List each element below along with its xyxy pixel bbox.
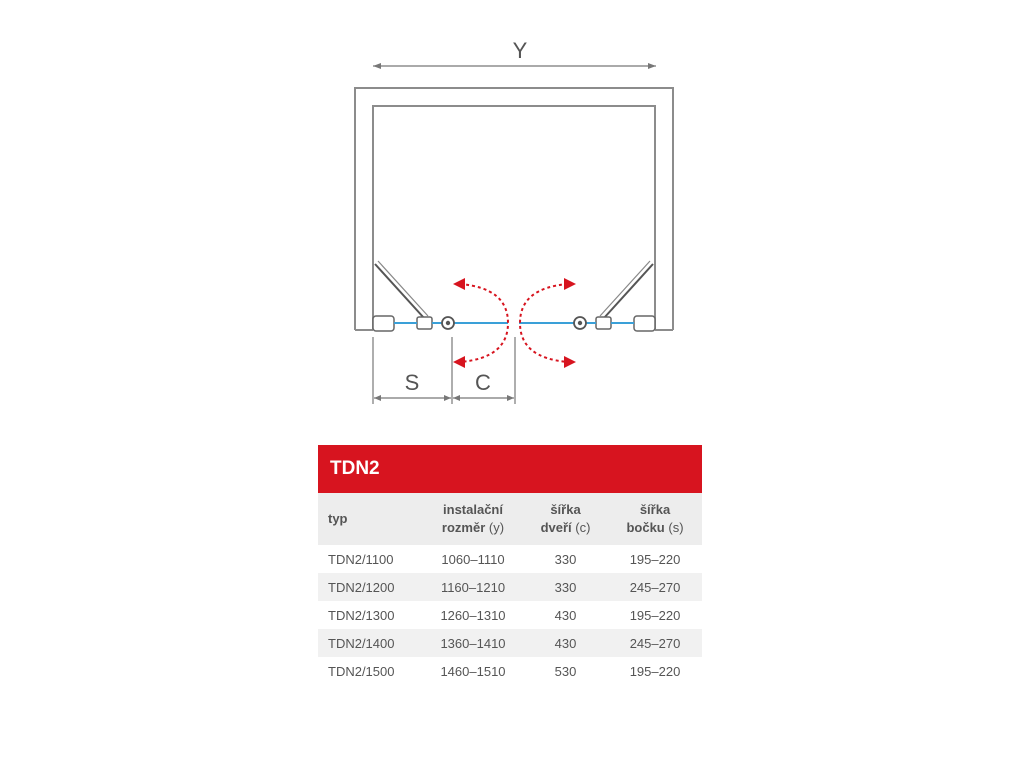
table-header-row (318, 493, 702, 545)
cell-side: 195–220 (629, 551, 681, 567)
header-side-line1: šířka (639, 502, 671, 517)
hinge-right (574, 317, 586, 329)
door-label: C (475, 370, 491, 395)
right-side-panel (596, 261, 655, 331)
cell-install: 1060–1110 (441, 551, 505, 567)
spec-table (318, 445, 702, 685)
cell-type: TDN2/1100 (328, 551, 394, 567)
cell-type: TDN2/1200 (328, 579, 395, 595)
header-install-line1: instalační (443, 502, 503, 517)
cell-install: 1460–1510 (440, 663, 506, 679)
header-door-unit: (c) (575, 520, 591, 535)
cell-install: 1160–1210 (440, 579, 506, 595)
cell-side: 245–270 (629, 579, 681, 595)
cell-door: 430 (554, 635, 577, 651)
header-install-size (423, 501, 523, 537)
header-type: typ (328, 511, 348, 526)
header-side-unit: (s) (668, 520, 684, 535)
table-row (318, 629, 702, 657)
header-door-line2: dveří (540, 520, 572, 535)
table-row (318, 601, 702, 629)
left-side-panel (373, 261, 432, 331)
table-row (318, 545, 702, 573)
hinge-left (442, 317, 454, 329)
header-side-line2: bočku (626, 520, 665, 535)
table-row (318, 573, 702, 601)
cell-type: TDN2/1400 (328, 635, 395, 651)
width-label: Y (512, 38, 528, 63)
header-install-unit: (y) (488, 520, 505, 535)
cell-install: 1360–1410 (440, 635, 506, 651)
header-door-width (523, 501, 608, 537)
cell-door: 330 (554, 551, 577, 567)
table-title: TDN2 (318, 445, 702, 493)
header-install-line2: rozměr (441, 520, 486, 535)
cell-type: TDN2/1300 (328, 607, 395, 623)
width-dimension (373, 38, 656, 69)
cell-side: 195–220 (629, 663, 681, 679)
side-label: S (404, 370, 420, 395)
cell-door: 530 (554, 663, 577, 679)
cell-install: 1260–1310 (440, 607, 506, 623)
header-side-width (608, 501, 702, 537)
cell-side: 245–270 (629, 635, 681, 651)
bottom-dimensions (373, 337, 515, 404)
cell-door: 430 (554, 607, 577, 623)
cell-door: 330 (554, 579, 577, 595)
table-row (318, 657, 702, 685)
header-door-line1: šířka (550, 502, 581, 517)
cell-side: 195–220 (629, 607, 681, 623)
cell-type: TDN2/1500 (328, 663, 395, 679)
